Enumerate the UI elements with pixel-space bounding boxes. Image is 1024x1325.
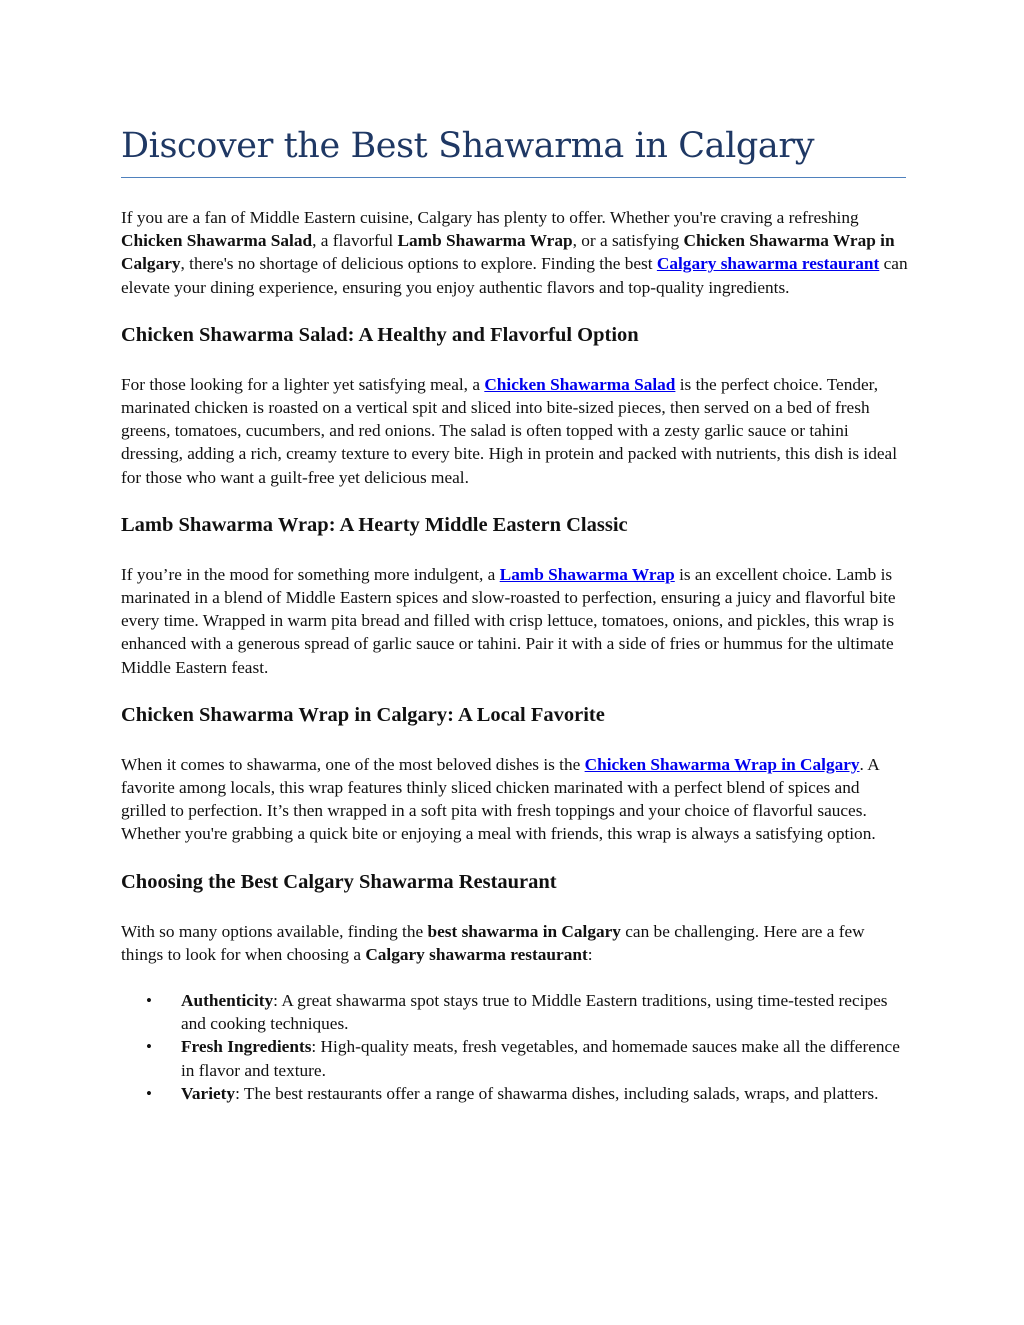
- choosing-text-1: With so many options available, finding the: [121, 921, 428, 941]
- intro-paragraph: [121, 206, 908, 299]
- choosing-restaurant-paragraph: [121, 920, 908, 966]
- choosing-text-3: :: [587, 944, 593, 964]
- section-heading-chicken-wrap: Chicken Shawarma Wrap in Calgary: A Local Favorite: [121, 703, 605, 726]
- criteria-bullet-list: [121, 989, 908, 1105]
- section-heading-lamb-wrap: Lamb Shawarma Wrap: A Hearty Middle Eastern Classic: [121, 513, 628, 536]
- title-underline-rule: [121, 177, 906, 178]
- lamb-shawarma-wrap-link[interactable]: Lamb Shawarma Wrap: [499, 564, 675, 584]
- calgary-shawarma-restaurant-link[interactable]: Calgary shawarma restaurant: [656, 254, 880, 274]
- bullet-term-authenticity: Authenticity: [181, 991, 274, 1011]
- intro-text-2: , a flavorful: [312, 231, 398, 251]
- lamb-wrap-paragraph: [121, 563, 908, 679]
- bullet-term-fresh-ingredients: Fresh Ingredients: [181, 1037, 312, 1057]
- intro-text-5: can elevate your dining experience, ensuring you enjoy authentic flavors and top-quality ingredients.: [121, 254, 908, 297]
- list-item-variety: [121, 1082, 908, 1105]
- bullet-text-authenticity: : A great shawarma spot stays true to Middle Eastern traditions, using time-tested recipes and cooking techniques.: [181, 991, 888, 1034]
- chicken-shawarma-salad-link[interactable]: Chicken Shawarma Salad: [484, 374, 676, 394]
- chicken-salad-text-2: is the perfect choice. Tender, marinated chicken is roasted on a vertical spit and sliced into bite-sized pieces, then served on a bed of fresh greens, tomatoes, cucumbers, and red onions. The salad is often topped with a zesty garlic sauce or tahini dressing, adding a rich, creamy texture to every bite. High in protein and packed with nutrients, this dish is ideal for those who want a guilt-free yet delicious meal.: [121, 374, 898, 487]
- lamb-wrap-text-1: If you’re in the mood for something more indulgent, a: [121, 564, 500, 584]
- intro-text-3: , or a satisfying: [572, 231, 684, 251]
- intro-bold-lamb-wrap: Lamb Shawarma Wrap: [397, 231, 573, 251]
- section-heading-chicken-salad: Chicken Shawarma Salad: A Healthy and Flavorful Option: [121, 323, 639, 346]
- lamb-wrap-text-2: is an excellent choice. Lamb is marinated in a blend of Middle Eastern spices and slow-roasted to perfection, ensuring a juicy and flavorful bite every time. Wrapped in warm pita bread and filled with crisp lettuce, tomatoes, onions, and pickles, this wrap is enhanced with a generous spread of garlic sauce or tahini. Pair it with a side of fries or hummus for the ultimate Middle Eastern feast.: [121, 564, 896, 677]
- bullet-dot-icon: •: [146, 1083, 152, 1103]
- chicken-shawarma-wrap-link[interactable]: Chicken Shawarma Wrap in Calgary: [584, 754, 860, 774]
- bullet-dot-icon: •: [146, 991, 152, 1011]
- choosing-text-2: can be challenging. Here are a few things to look for when choosing a: [121, 921, 865, 964]
- intro-text-1: If you are a fan of Middle Eastern cuisine, Calgary has plenty to offer. Whether you're craving a refreshing: [121, 208, 859, 227]
- section-heading-choosing-restaurant: Choosing the Best Calgary Shawarma Restaurant: [121, 870, 557, 893]
- chicken-salad-paragraph: [121, 373, 908, 489]
- bullet-text-fresh-ingredients: : High-quality meats, fresh vegetables, and homemade sauces make all the difference in flavor and texture.: [181, 1037, 900, 1080]
- document-body: [121, 206, 908, 1105]
- list-item-fresh-ingredients: [121, 1035, 908, 1081]
- choosing-bold-restaurant: Calgary shawarma restaurant: [365, 944, 588, 964]
- page-title: Discover the Best Shawarma in Calgary: [121, 126, 815, 166]
- list-item-authenticity: [121, 989, 908, 1035]
- bullet-dot-icon: •: [146, 1037, 152, 1057]
- bullet-text-variety: : The best restaurants offer a range of shawarma dishes, including salads, wraps, and platters.: [235, 1083, 879, 1103]
- intro-text-4: , there's no shortage of delicious options to explore. Finding the best: [180, 254, 657, 274]
- bullet-term-variety: Variety: [181, 1083, 236, 1103]
- chicken-salad-text-1: For those looking for a lighter yet satisfying meal, a: [121, 374, 485, 394]
- intro-bold-chicken-wrap: Chicken Shawarma Wrap in Calgary: [121, 231, 895, 274]
- chicken-wrap-paragraph: [121, 753, 908, 846]
- chicken-wrap-text-1: When it comes to shawarma, one of the most beloved dishes is the: [121, 754, 585, 774]
- intro-bold-chicken-salad: Chicken Shawarma Salad: [121, 231, 313, 251]
- chicken-wrap-text-2: . A favorite among locals, this wrap features thinly sliced chicken marinated with a perfect blend of spices and grilled to perfection. It’s then wrapped in a soft pita with fresh toppings and your choice of flavorful sauces. Whether you're grabbing a quick bite or enjoying a meal with friends, this wrap is always a satisfying option.: [121, 754, 879, 844]
- choosing-bold-best-shawarma: best shawarma in Calgary: [427, 921, 621, 941]
